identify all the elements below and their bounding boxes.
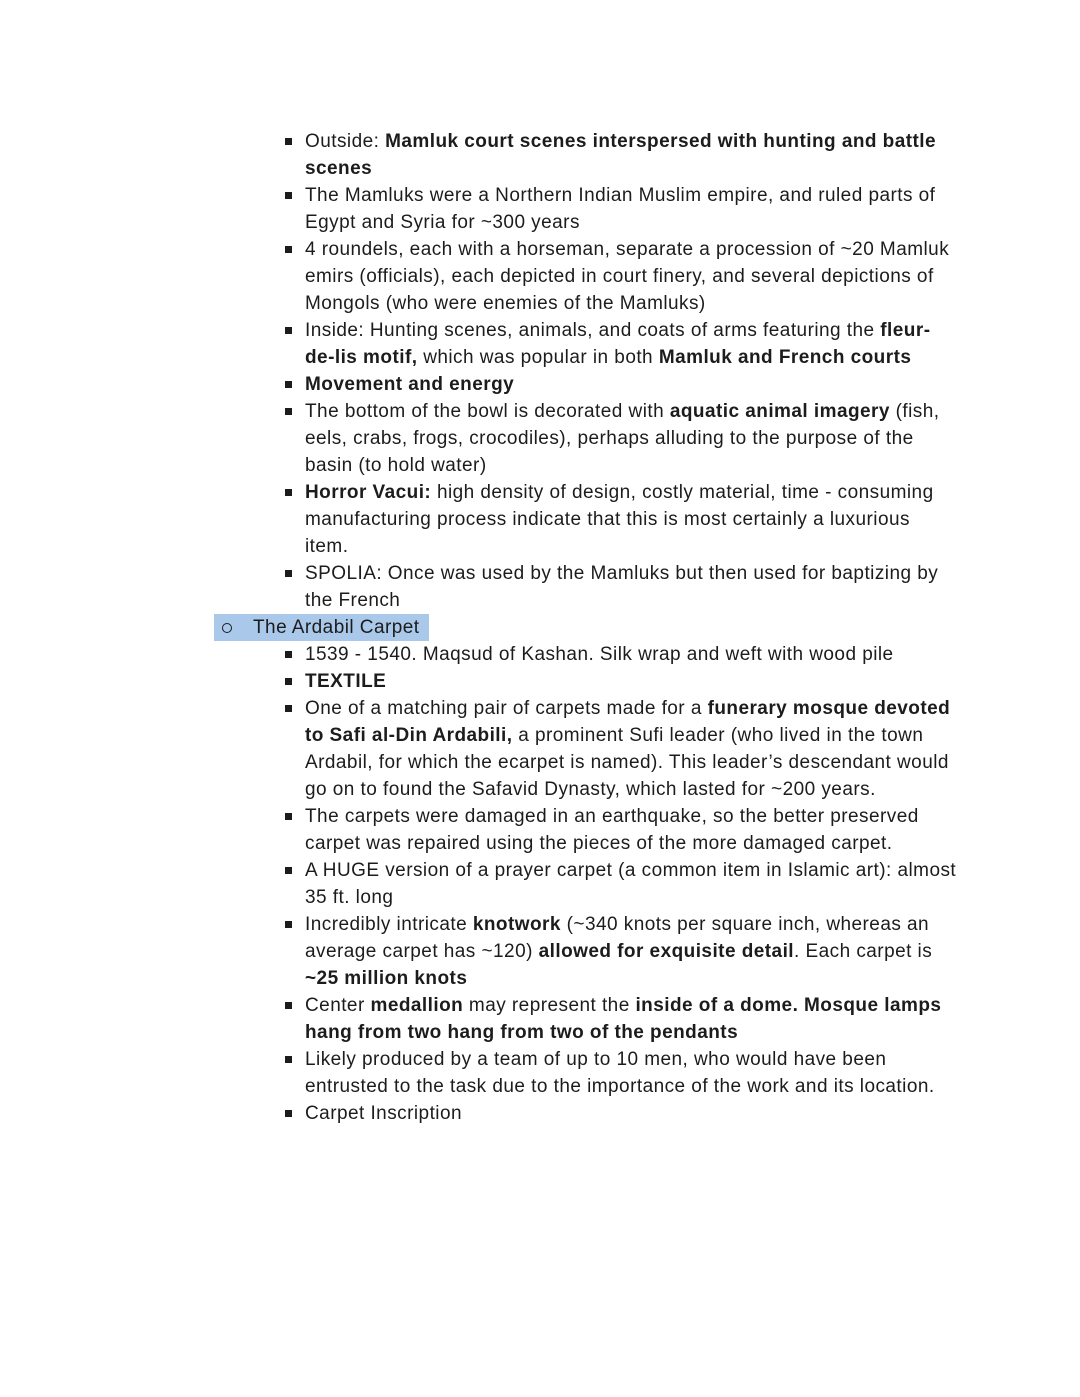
square-bullet-icon (285, 857, 305, 874)
list-item-text: Incredibly intricate knotwork (~340 knots per square inch, whereas an average carpet has ~120) allowed for exquisite detail. Each carpet is ~25 million knots (305, 914, 933, 989)
square-bullet-icon (285, 1046, 305, 1063)
list-item[interactable] (285, 695, 1080, 803)
square-bullet-icon (285, 560, 305, 577)
list-item[interactable] (285, 182, 1080, 236)
list-item[interactable] (285, 992, 1080, 1046)
list-item-highlighted[interactable] (214, 614, 429, 641)
square-bullet-icon (285, 911, 305, 928)
list-item[interactable] (285, 560, 1080, 614)
list-item[interactable] (285, 371, 1080, 398)
list-item-text: 4 roundels, each with a horseman, separate a procession of ~20 Mamluk emirs (officials), each depicted in court finery, and several depictions of Mongols (who were enemies of the Mamluks) (305, 239, 950, 314)
square-bullet-icon (285, 803, 305, 820)
list-item[interactable] (285, 236, 1080, 317)
square-bullet-icon (285, 317, 305, 334)
list-item-text: Inside: Hunting scenes, animals, and coats of arms featuring the fleur-de-lis motif, which was popular in both Mamluk and French courts (305, 320, 931, 368)
list-item-text: The carpets were damaged in an earthquake, so the better preserved carpet was repaired using the pieces of the more damaged carpet. (305, 806, 919, 854)
list-item-text: 1539 - 1540. Maqsud of Kashan. Silk wrap and weft with wood pile (305, 644, 894, 665)
square-bullet-icon (285, 695, 305, 712)
list-item-text: TEXTILE (305, 671, 387, 692)
square-bullet-icon (285, 371, 305, 388)
circle-bullet-icon (222, 614, 253, 633)
list-item-text: Movement and energy (305, 374, 515, 395)
square-bullet-icon (285, 992, 305, 1009)
square-bullet-icon (285, 128, 305, 145)
list-item-text: Outside: Mamluk court scenes interspersed with hunting and battle scenes (305, 131, 937, 179)
list-item[interactable] (285, 317, 1080, 371)
square-bullet-icon (285, 398, 305, 415)
list-item[interactable] (285, 857, 1080, 911)
list-item[interactable] (285, 641, 1080, 668)
square-bullet-icon (285, 236, 305, 253)
square-bullet-icon (285, 479, 305, 496)
list-item[interactable] (285, 803, 1080, 857)
list-item[interactable] (285, 668, 1080, 695)
square-bullet-icon (285, 1100, 305, 1117)
list-item-text: Carpet Inscription (305, 1103, 463, 1124)
list-item-text: The Ardabil Carpet (253, 617, 420, 638)
list-item-text: Horror Vacui: high density of design, costly material, time - consuming manufacturing process indicate that this is most certainly a luxurious item. (305, 482, 934, 557)
square-bullet-icon (285, 182, 305, 199)
list-item-text: One of a matching pair of carpets made for a funerary mosque devoted to Safi al-Din Ardabili, a prominent Sufi leader (who lived in the town Ardabil, for which the ecarpet is named). This leader’s descendant would go on to found the Safavid Dynasty, which lasted for ~200 years. (305, 698, 951, 800)
list-item-text: The Mamluks were a Northern Indian Muslim empire, and ruled parts of Egypt and Syria for ~300 years (305, 185, 936, 233)
list-item[interactable] (285, 128, 1080, 182)
list-item-text: Likely produced by a team of up to 10 men, who would have been entrusted to the task due to the importance of the work and its location. (305, 1049, 935, 1097)
list-item-text: SPOLIA: Once was used by the Mamluks but then used for baptizing by the French (305, 563, 939, 611)
list-item[interactable] (285, 1046, 1080, 1100)
list-item[interactable] (285, 398, 1080, 479)
list-item-text: A HUGE version of a prayer carpet (a common item in Islamic art): almost 35 ft. long (305, 860, 957, 908)
list-item-text: Center medallion may represent the inside of a dome. Mosque lamps hang from two hang from two of the pendants (305, 995, 942, 1043)
list-item-text: The bottom of the bowl is decorated with aquatic animal imagery (fish, eels, crabs, frogs, crocodiles), perhaps alluding to the purpose of the basin (to hold water) (305, 401, 940, 476)
square-bullet-icon (285, 668, 305, 685)
list-item[interactable] (285, 911, 1080, 992)
list-item[interactable] (285, 479, 1080, 560)
list-item[interactable] (285, 1100, 1080, 1127)
square-bullet-icon (285, 641, 305, 658)
